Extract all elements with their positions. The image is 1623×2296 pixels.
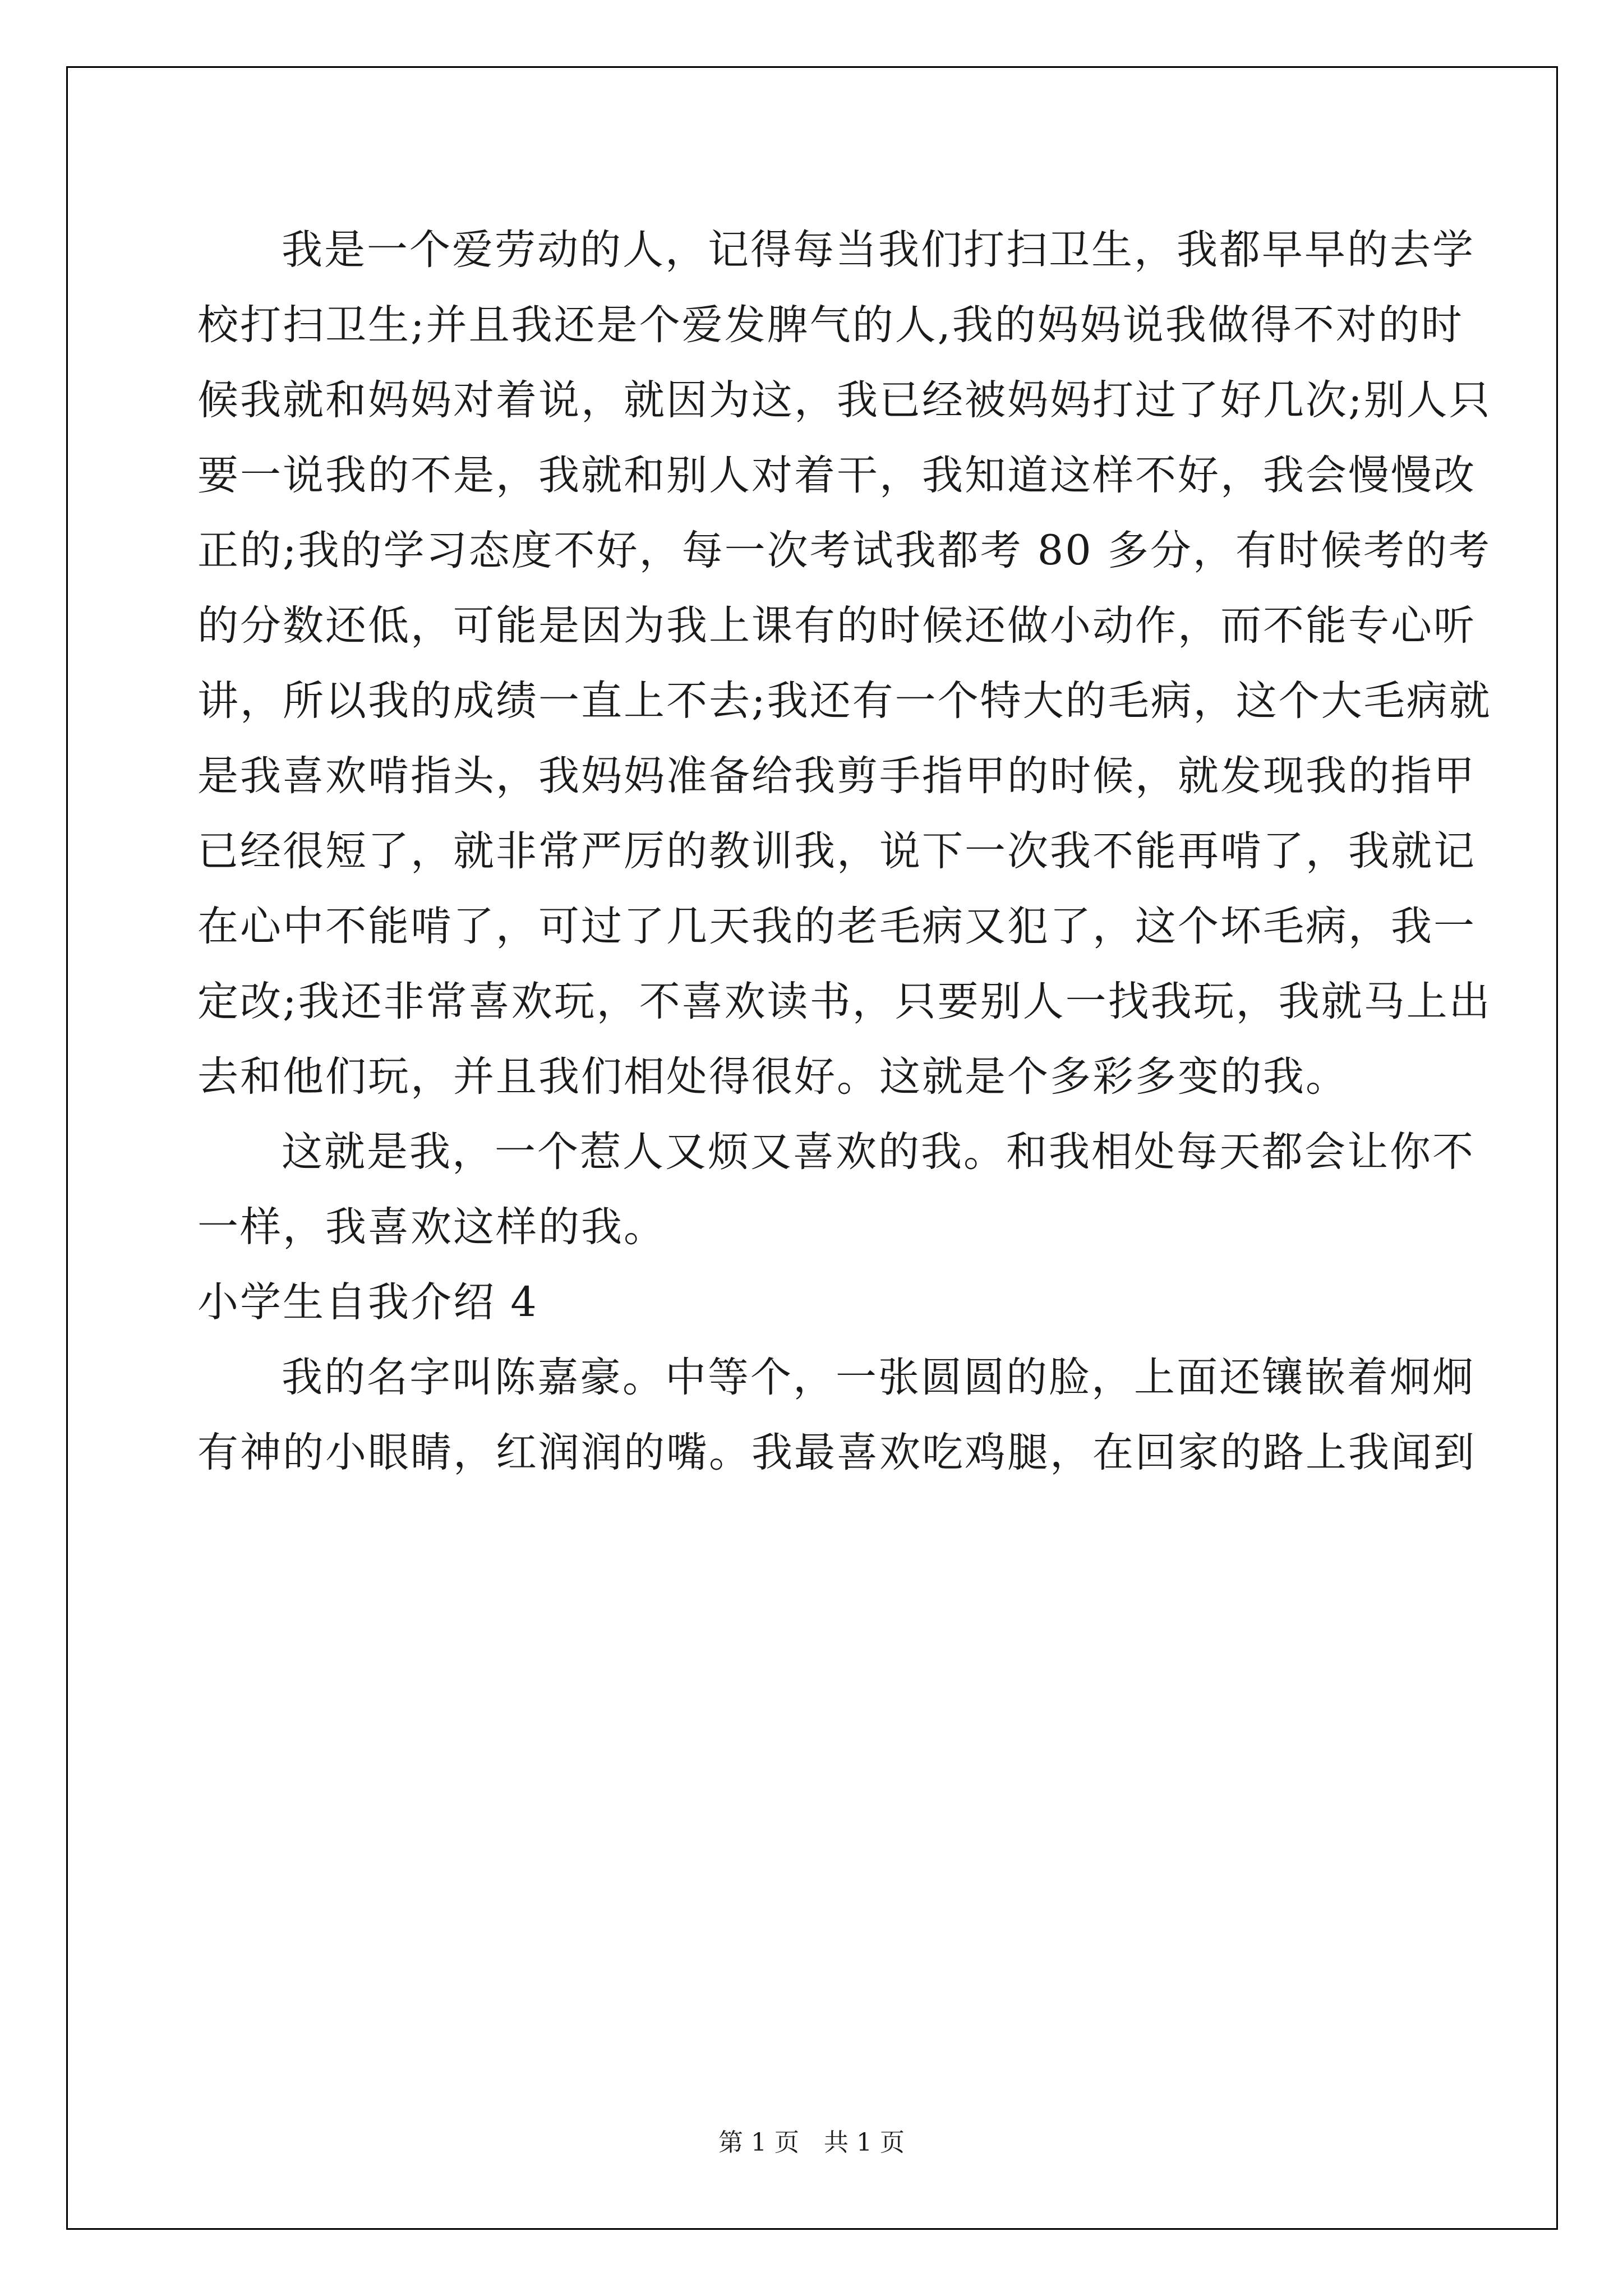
paragraph-1-line: 讲，所以我的成绩一直上不去;我还有一个特大的毛病，这个大毛病就: [197, 677, 1492, 725]
paragraph-1-line: 我是一个爱劳动的人，记得每当我们打扫卫生，我都早早的去学: [282, 226, 1475, 274]
paragraph-1-line: 的分数还低，可能是因为我上课有的时候还做小动作，而不能专心听: [197, 602, 1476, 650]
paragraph-3-line: 我的名字叫陈嘉豪。中等个，一张圆圆的脸，上面还镶嵌着炯炯: [282, 1354, 1475, 1401]
paragraph-3-line: 有神的小眼睛，红润润的嘴。我最喜欢吃鸡腿，在回家的路上我闻到: [197, 1429, 1476, 1476]
paragraph-1-line: 正的;我的学习态度不好，每一次考试我都考 80 多分，有时候考的考: [197, 527, 1491, 574]
paragraph-1-line: 要一说我的不是，我就和别人对着干，我知道这样不好，我会慢慢改: [197, 452, 1476, 499]
paragraph-1-line: 候我就和妈妈对着说，就因为这，我已经被妈妈打过了好几次;别人只: [197, 376, 1492, 424]
section-heading: 小学生自我介绍 4: [197, 1278, 538, 1326]
paragraph-1-line: 已经很短了，就非常严厉的教训我，说下一次我不能再啃了，我就记: [197, 827, 1476, 875]
paragraph-1-line: 是我喜欢啃指头，我妈妈准备给我剪手指甲的时候，就发现我的指甲: [197, 752, 1476, 800]
paragraph-1-line: 在心中不能啃了，可过了几天我的老毛病又犯了，这个坏毛病，我一: [197, 903, 1476, 950]
paragraph-2-line: 这就是我，一个惹人又烦又喜欢的我。和我相处每天都会让你不: [282, 1128, 1475, 1176]
paragraph-2-line: 一样，我喜欢这样的我。: [197, 1203, 666, 1251]
paragraph-1-line: 校打扫卫生;并且我还是个爱发脾气的人,我的妈妈说我做得不对的时: [197, 301, 1464, 349]
paragraph-1-line: 去和他们玩，并且我们相处得很好。这就是个多彩多变的我。: [197, 1053, 1348, 1101]
paragraph-1-line: 定改;我还非常喜欢玩，不喜欢读书，只要别人一找我玩，我就马上出: [197, 978, 1492, 1025]
page-footer: 第 1 页 共 1 页: [718, 2128, 905, 2157]
